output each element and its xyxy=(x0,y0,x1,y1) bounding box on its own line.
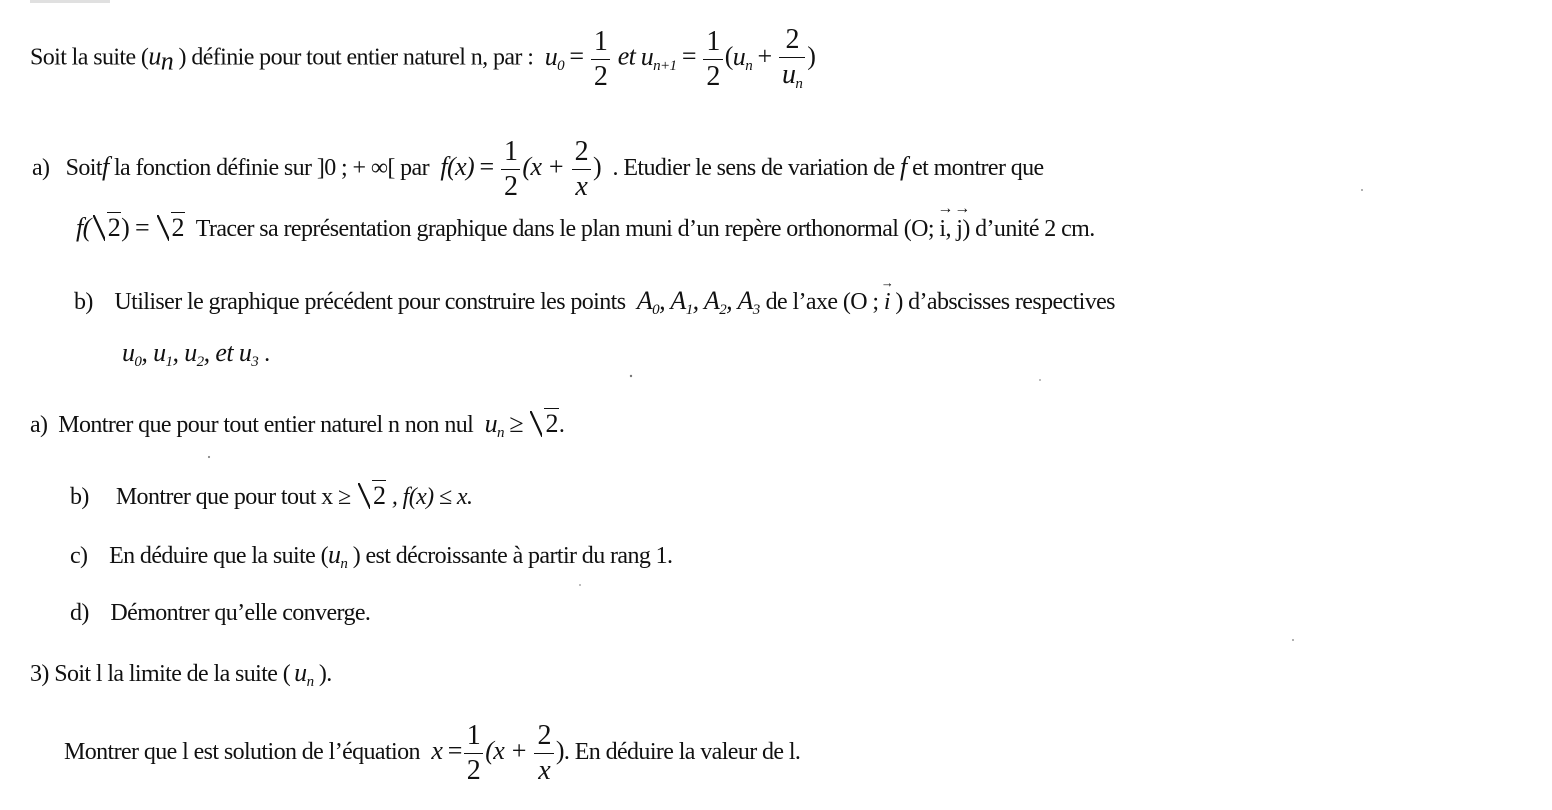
fraction-one-half-3: $\frac{1}{2}$ xyxy=(464,722,483,785)
question-3-line2: Montrer que l est solution de l’équation x = $\frac{1}{2}$ (x + $\frac{2}{x}$ ). En déduire la valeur de l. xyxy=(64,720,801,786)
u-n-3: $u_n$ xyxy=(294,658,314,690)
vector-i: i → xyxy=(939,216,945,243)
sqrt-2-2a: 2 xyxy=(530,408,558,439)
fraction-one-half: $\frac{1}{2}$ xyxy=(591,28,610,91)
question-1a: a) Soitf la fonction définie sur ]0 ; + ∞[ par f(x) = $\frac{1}{2}$ (x + $\frac{2}{x}$ ) . Etudier le sens de variation de f et montrer que xyxy=(32,136,1044,202)
fraction-one-half-f: $\frac{1}{2}$ xyxy=(501,138,520,201)
intro-line: Soit la suite ($u_n$ ) définie pour tout entier naturel n, par : $u_0$ = $\frac{1}{2}$ et $u_{n+1}$ = $\frac{1}{2}$ ($u_n$ + $\frac{2}{u_n}$ ) xyxy=(30,24,816,92)
u-terms: $u_0$, $u_1$, $u_2$, et $u_3$ xyxy=(122,338,259,370)
u-n: $u_n$ xyxy=(732,41,753,74)
question-2b: b) Montrer que pour tout x ≥ 2 , f(x) ≤ x. xyxy=(70,481,473,510)
question-1b-line2: $u_0$, $u_1$, $u_2$, et $u_3$ . xyxy=(122,338,270,370)
sqrt-2-b: 2 xyxy=(157,212,185,243)
question-2c: c) En déduire que la suite ($u_n$ ) est décroissante à partir du rang 1. xyxy=(70,540,673,572)
u-n-plus-1: $u_{n+1}$ xyxy=(640,41,677,74)
sqrt-2: 2 xyxy=(93,212,121,243)
question-1b: b) Utiliser le graphique précédent pour construire les points $A_0$, $A_1$, $A_2$, $A_3$ de l’axe (O ; i → ) d’abscisses respectives xyxy=(74,286,1115,319)
question-3: 3) Soit l la limite de la suite ( $u_n$ ). xyxy=(30,658,332,690)
fraction-one-half-2: $\frac{1}{2}$ xyxy=(703,28,722,91)
question-2a: a) Montrer que pour tout entier naturel n non nul $u_n \ge 2$. xyxy=(30,409,565,441)
sqrt-2-2b: 2 xyxy=(358,480,386,511)
scan-artifact xyxy=(30,0,110,3)
points-A: $A_0$, $A_1$, $A_2$, $A_3$ xyxy=(636,286,760,318)
question-2d: d) Démontrer qu’elle converge. xyxy=(70,600,371,626)
fraction-two-over-x: $\frac{2}{x}$ xyxy=(572,138,591,201)
vector-i-axis: i → xyxy=(884,289,890,316)
vector-j: j → xyxy=(956,216,962,243)
fraction-two-over-x-3: $\frac{2}{x}$ xyxy=(534,722,553,785)
u-n-2a: $u_n$ xyxy=(484,409,504,441)
u-n-2c: $u_n$ xyxy=(327,540,348,572)
fraction-two-over-un: $\frac{2}{u_n}$ xyxy=(779,26,805,92)
question-1a-line2: f( 2) = 2 Tracer sa représentation graphique dans le plan muni d’un repère orthonormal (O; i →, j →) d’unité 2 cm. xyxy=(76,212,1095,243)
u0: $u_0$ xyxy=(544,41,564,74)
